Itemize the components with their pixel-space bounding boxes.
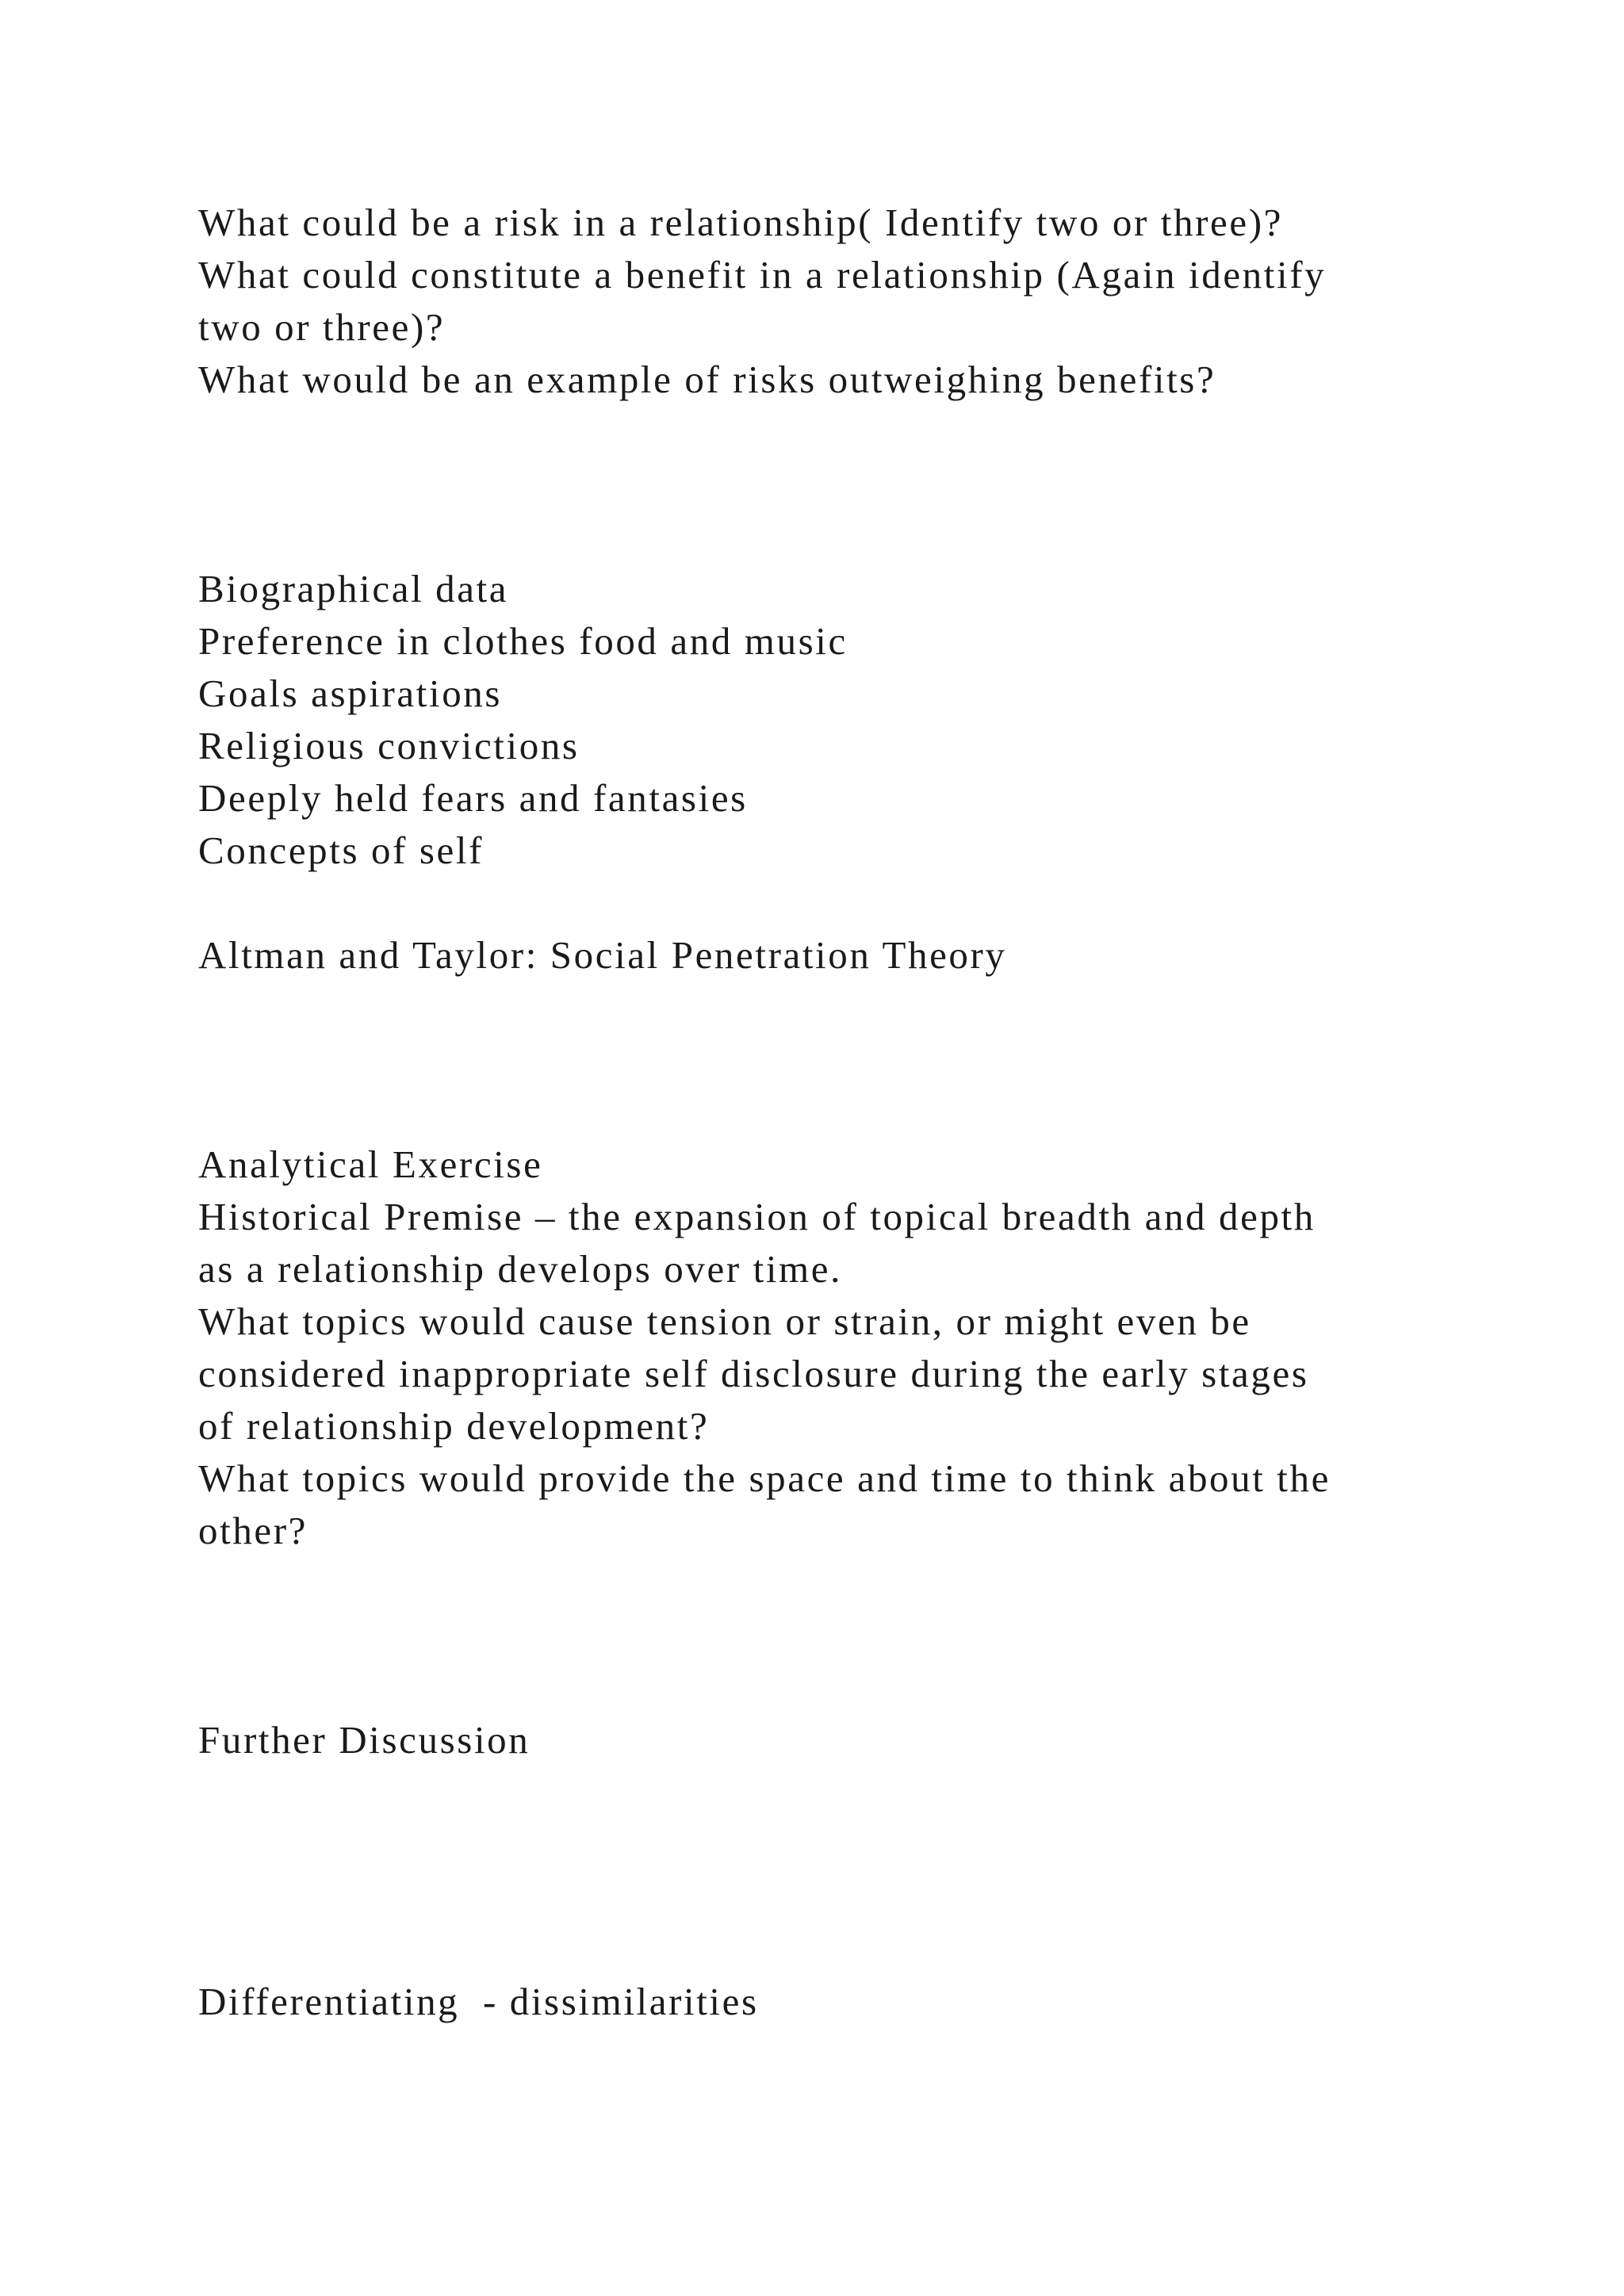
question-tension-line-continued: considered inappropriate self disclosure during the early stages [198,1352,1309,1395]
differentiating-heading: Differentiating - dissimilarities [198,1980,759,2023]
topic-religious-convictions: Religious convictions [198,724,580,767]
question-risks-outweigh-line: What would be an example of risks outweighing benefits? [198,358,1216,401]
topic-fears-fantasies: Deeply held fears and fantasies [198,776,748,820]
question-tension-line: What topics would cause tension or strain, or might even be [198,1299,1251,1343]
theory-heading: Altman and Taylor: Social Penetration Theory [198,933,1007,977]
further-discussion-heading: Further Discussion [198,1718,530,1762]
question-benefit-line: What could constitute a benefit in a relationship (Again identify [198,253,1327,297]
analytical-exercise-heading: Analytical Exercise [198,1142,543,1186]
question-risk-line: What could be a risk in a relationship( Identify two or three)? [198,201,1283,244]
historical-premise-line: Historical Premise – the expansion of topical breadth and depth [198,1195,1316,1238]
topic-concepts-of-self: Concepts of self [198,828,485,872]
question-space-time-line: What topics would provide the space and time to think about the [198,1456,1331,1500]
topic-biographical-data: Biographical data [198,567,509,610]
topic-goals: Goals aspirations [198,672,503,715]
historical-premise-line-continued: as a relationship develops over time. [198,1247,842,1291]
topic-preferences: Preference in clothes food and music [198,619,848,663]
question-space-time-line-end: other? [198,1509,308,1552]
question-benefit-line-continued: two or three)? [198,305,446,349]
question-tension-line-end: of relationship development? [198,1404,710,1448]
